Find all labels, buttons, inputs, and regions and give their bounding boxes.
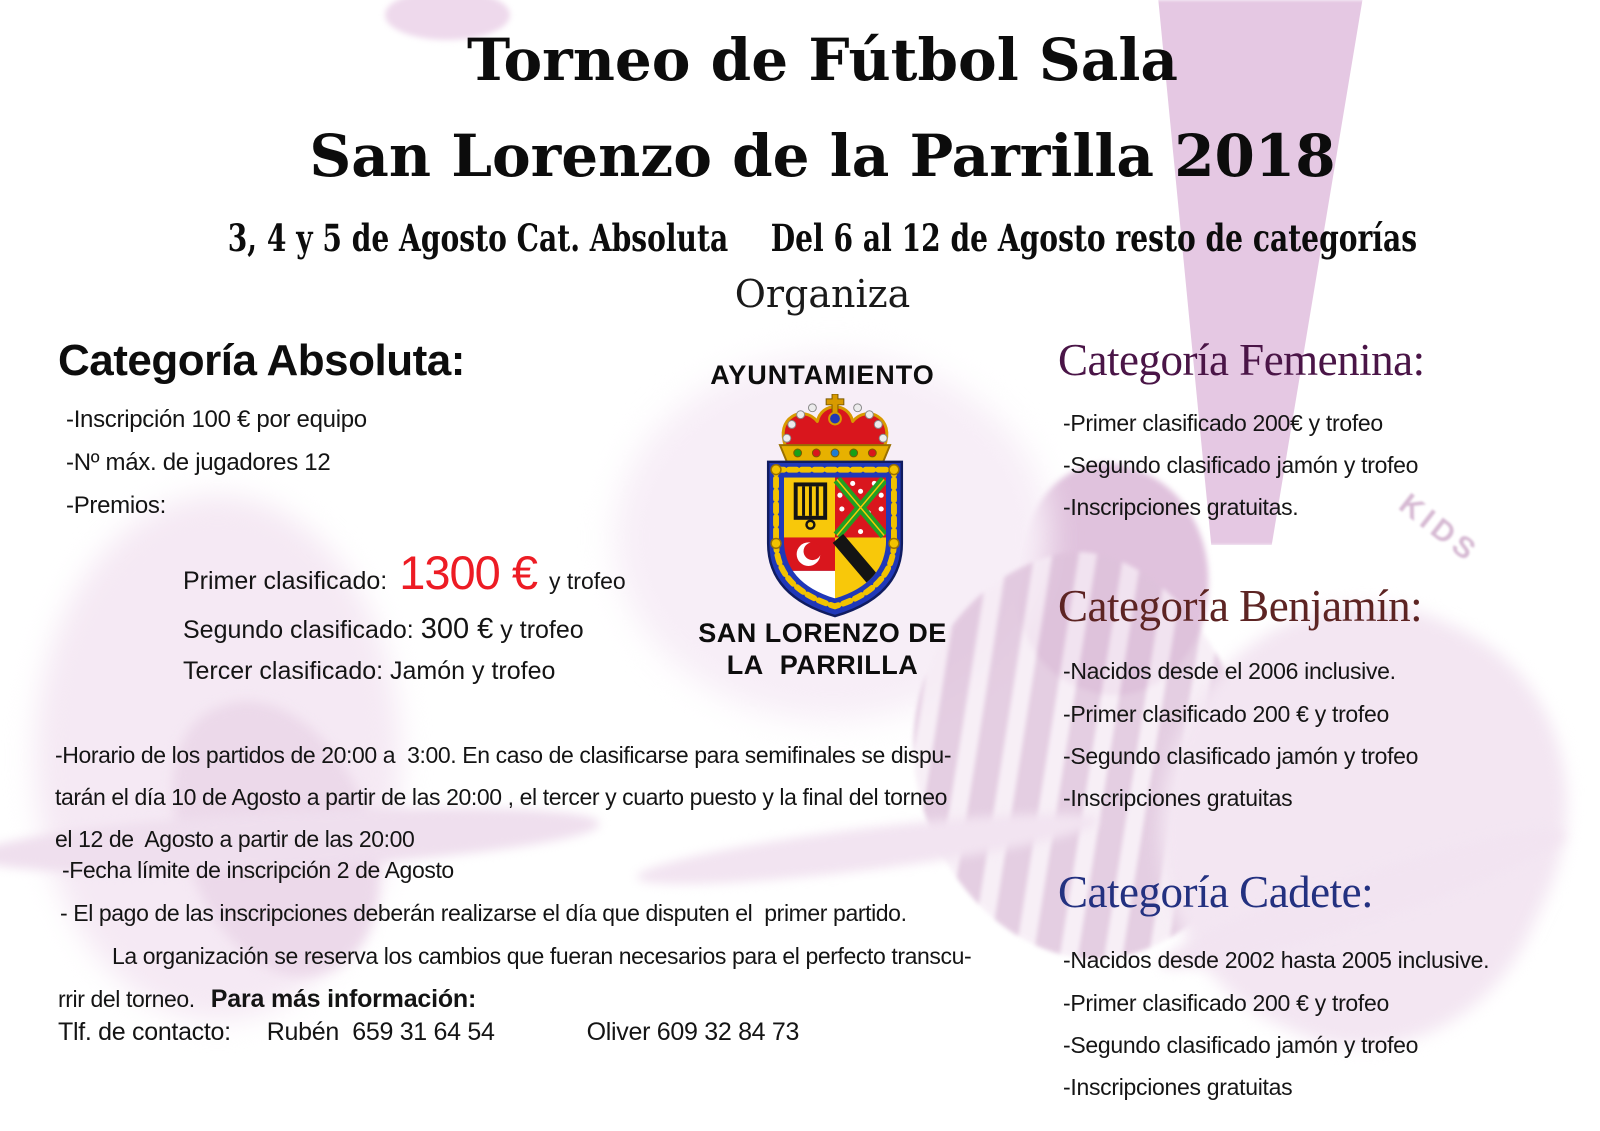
dates-rest-categories: Del 6 al 12 de Agosto resto de categorías — [770, 216, 1418, 260]
prize-second-suffix: y trofeo — [500, 616, 584, 644]
heading-categoria-benjamin: Categoría Benjamín: — [1058, 581, 1423, 631]
heading-categoria-absoluta: Categoría Absoluta: — [58, 336, 465, 385]
sneaker-brand-watermark: KIDS — [1392, 487, 1486, 570]
heading-categoria-femenina: Categoría Femenina: — [1058, 335, 1425, 385]
contact-phone-ruben: Rubén 659 31 64 54 — [266, 1018, 495, 1046]
prize-first-line — [183, 545, 626, 600]
femenina-item: -Inscripciones gratuitas. — [1063, 494, 1299, 520]
prize-first-amount: 1300 € — [399, 546, 537, 599]
benjamin-item: -Nacidos desde el 2006 inclusive. — [1063, 658, 1396, 684]
disclaimer-line-2-text: rrir del torneo. — [58, 986, 195, 1012]
prize-first-label: Primer clasificado: — [183, 567, 388, 595]
prize-second-label: Segundo clasificado: — [183, 616, 414, 644]
benjamin-item: -Primer clasificado 200 € y trofeo — [1063, 701, 1389, 727]
cadete-item: -Nacidos desde 2002 hasta 2005 inclusive. — [1063, 947, 1490, 973]
disclaimer-line-1: La organización se reserva los cambios que fueran necesarios para el perfecto transcu- — [112, 943, 972, 969]
contact-phone-oliver: Oliver 609 32 84 73 — [586, 1018, 800, 1046]
absoluta-item-max-jugadores: -Nº máx. de jugadores 12 — [66, 449, 331, 476]
deadline-line: -Fecha límite de inscripción 2 de Agosto — [62, 857, 454, 883]
municipality-name-line1: SAN LORENZO DE — [698, 618, 947, 648]
schedule-line-2: tarán el día 10 de Agosto a partir de las 20:00 , el tercer y cuarto puesto y la final del torneo — [55, 784, 947, 810]
contact-row — [58, 1018, 799, 1047]
femenina-item: -Primer clasificado 200€ y trofeo — [1063, 410, 1383, 436]
femenina-item: -Segundo clasificado jamón y trofeo — [1063, 452, 1419, 478]
benjamin-item: -Segundo clasificado jamón y trofeo — [1063, 743, 1419, 769]
absoluta-item-inscripcion: -Inscripción 100 € por equipo — [66, 406, 367, 433]
heading-categoria-cadete: Categoría Cadete: — [1058, 867, 1374, 917]
prize-second-amount: 300 € — [420, 613, 494, 645]
cadete-item: -Inscripciones gratuitas — [1063, 1074, 1293, 1100]
dates-absoluta: 3, 4 y 5 de Agosto Cat. Absoluta — [227, 216, 729, 260]
san-lorenzo-coat-of-arms-icon — [746, 394, 924, 622]
prize-second-line — [183, 613, 584, 646]
more-info-label: Para más información: — [210, 985, 477, 1013]
cadete-item: -Segundo clasificado jamón y trofeo — [1063, 1032, 1419, 1058]
disclaimer-line-2 — [58, 985, 476, 1014]
cadete-item: -Primer clasificado 200 € y trofeo — [1063, 990, 1389, 1016]
prize-first-suffix: y trofeo — [549, 568, 626, 594]
absoluta-item-premios: -Premios: — [66, 492, 166, 519]
dates-row — [197, 216, 1447, 260]
schedule-line-3: el 12 de Agosto a partir de las 20:00 — [55, 826, 415, 852]
poster-title-line2: San Lorenzo de la Parrilla 2018 — [309, 122, 1336, 190]
prize-third-line: Tercer clasificado: Jamón y trofeo — [183, 657, 556, 685]
poster-title-line1: Torneo de Fútbol Sala — [466, 26, 1178, 94]
ayuntamiento-label: AYUNTAMIENTO — [710, 360, 935, 390]
contact-label: Tlf. de contacto: — [58, 1018, 231, 1046]
organiza-label: Organiza — [734, 272, 911, 316]
payment-line: - El pago de las inscripciones deberán realizarse el día que disputen el primer partido. — [60, 900, 907, 926]
schedule-line-1: -Horario de los partidos de 20:00 a 3:00. En caso de clasificarse para semifinales se dispu- — [55, 742, 952, 768]
municipality-name-line2: LA PARRILLA — [726, 650, 919, 680]
benjamin-item: -Inscripciones gratuitas — [1063, 785, 1293, 811]
